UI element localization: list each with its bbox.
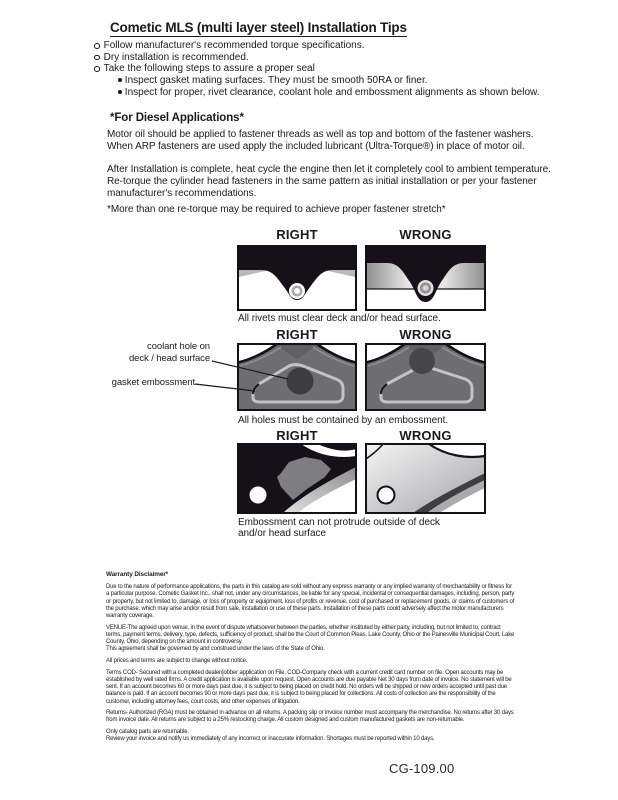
rivet-right-diagram: [237, 245, 357, 311]
protrusion-wrong-diagram: [365, 443, 486, 514]
catalog-page-code: CG-109.00: [389, 761, 455, 776]
row2-right-label: RIGHT: [276, 327, 318, 342]
warranty-paragraph: Terms COD- Secured with a completed dealer/jobber application on File, COD-Company check with a current credit card number on file. Open accounts may be established by well rated firms. A credit application is available upon request. Open accounts are due payable Net 30 days from date of invoice. No statement will be sent. If an account becomes 60 or more days past due, it is subject to being placed on credit hold. No orders will be shipped or new orders accepted until past due balance is paid. If an account becomes 90 or more days past due, it is subject to being placed for collections. All costs of collection are the responsibility of the customer, including attorney fees, court costs, and other expenses of litigation.: [106, 669, 512, 705]
warranty-paragraph: Returns- Authorized (RGA) must be obtained in advance on all returns. A packing slip or invoice number must accompany the merchandise. No returns after 30 days from invoice date. All returns are subject to a 25% restocking charge. All custom designed and custom manufactured gaskets are non-returnable.: [106, 710, 514, 724]
tips-list: [94, 40, 365, 75]
row1-caption: All rivets must clear deck and/or head surface.: [238, 313, 441, 324]
tip-text: Inspect gasket mating surfaces. They must be smooth 50RA or finer.: [124, 75, 428, 86]
warranty-paragraph: VENUE-The agreed upon venue, in the event of dispute whatsoever between the parties, whether instituted by either party, including, but not limited to, contract terms, payment terms, delivery, type, defects, sufficiency of product, shall be the Court of Common Pleas, Lake County, Ohio or the Painesville Municipal Court, Lake County, Ohio, depending on the amount in controversy.: [106, 624, 515, 646]
tip-text: Dry installation is recommended.: [103, 51, 249, 63]
coolant-hole-label-line1: coolant hole on: [147, 341, 210, 352]
page-title: Cometic MLS (multi layer steel) Installation Tips: [110, 20, 407, 35]
retorque-note: *More than one re-torque may be required to achieve proper fastener stretch*: [107, 204, 446, 215]
row1-right-label: RIGHT: [276, 227, 318, 242]
warranty-disclaimer: [106, 571, 515, 748]
coolant-hole-label-line2: deck / head surface: [128, 352, 210, 364]
embossment-wrong-diagram: [365, 343, 486, 411]
dot-bullet-icon: [118, 78, 122, 82]
tips-sublist: [118, 75, 539, 98]
row2-wrong-label: WRONG: [399, 327, 452, 342]
rivet-wrong-diagram: [365, 245, 486, 311]
warranty-paragraph: Review your invoice and notify us immediately of any incorrect or inaccurate information. Shortages must be reported within 10 days.: [106, 736, 435, 743]
circle-bullet-icon: [94, 43, 100, 49]
row3-caption: [238, 517, 488, 539]
warranty-paragraph: All prices and terms are subject to change without notice.: [106, 658, 248, 665]
row2-caption: All holes must be contained by an embossment.: [238, 415, 449, 426]
diesel-paragraph-1: Motor oil should be applied to fastener threads as well as top and bottom of the fastener washers. When ARP fasteners are used apply the included lubricant (Ultra-Torque®) in place of motor oil.: [107, 129, 534, 152]
diesel-heading: *For Diesel Applications*: [110, 112, 244, 124]
row3-caption-line2: and/or head surface: [238, 528, 327, 539]
circle-bullet-icon: [94, 66, 100, 72]
protrusion-right-diagram: [237, 443, 357, 514]
list-item: [94, 40, 365, 52]
diesel-paragraph-2: After Installation is complete, heat cycle the engine then let it completely cool to ambient temperature. Re-torque the cylinder head fasteners in the same pattern as initial installation or per your fastener manufacturer's recommendations.: [107, 164, 551, 199]
warranty-paragraph: Only catalog parts are returnable.: [106, 729, 189, 736]
circle-bullet-icon: [94, 55, 100, 61]
list-item: [118, 75, 539, 87]
row3-caption-line1: Embossment can not protrude outside of deck: [238, 517, 440, 528]
row3-wrong-label: WRONG: [399, 428, 452, 443]
list-item: [118, 87, 539, 99]
tip-text: Take the following steps to assure a proper seal: [103, 63, 315, 75]
list-item: [94, 63, 365, 75]
leader-lines: [190, 355, 300, 397]
tip-text: Inspect for proper, rivet clearance, coolant hole and embossment alignments as shown below.: [124, 86, 540, 98]
gasket-embossment-label: gasket embossment: [111, 377, 195, 388]
dot-bullet-icon: [118, 90, 122, 94]
row1-wrong-label: WRONG: [399, 227, 452, 242]
warranty-paragraph: This agreement shall be governed by and construed under the laws of the State of Ohio.: [106, 646, 325, 653]
warranty-heading: Warranty Disclaimer*: [106, 571, 169, 578]
list-item: [94, 52, 365, 64]
row3-right-label: RIGHT: [276, 428, 318, 443]
warranty-paragraph: Due to the nature of performance applications, the parts in this catalog are sold without any express warranty or any implied warranty of merchantability or fitness for a particular purpose. Cometic Gasket Inc., shall not, under any circumstances, be liable for any special, incidental or consequential damages, including, person, party or property, but not limited to, damage, or loss of property or equipment, loss of profits or revenue, cost of purchased or replacement goods, or claims of customers of the purchase, which may arise and/or result from sale, installation or use of these parts. Installation of these parts could adversely affect the motor manufacturers warranty coverage.: [106, 584, 515, 620]
tip-text: Follow manufacturer's recommended torque specifications.: [103, 40, 365, 51]
